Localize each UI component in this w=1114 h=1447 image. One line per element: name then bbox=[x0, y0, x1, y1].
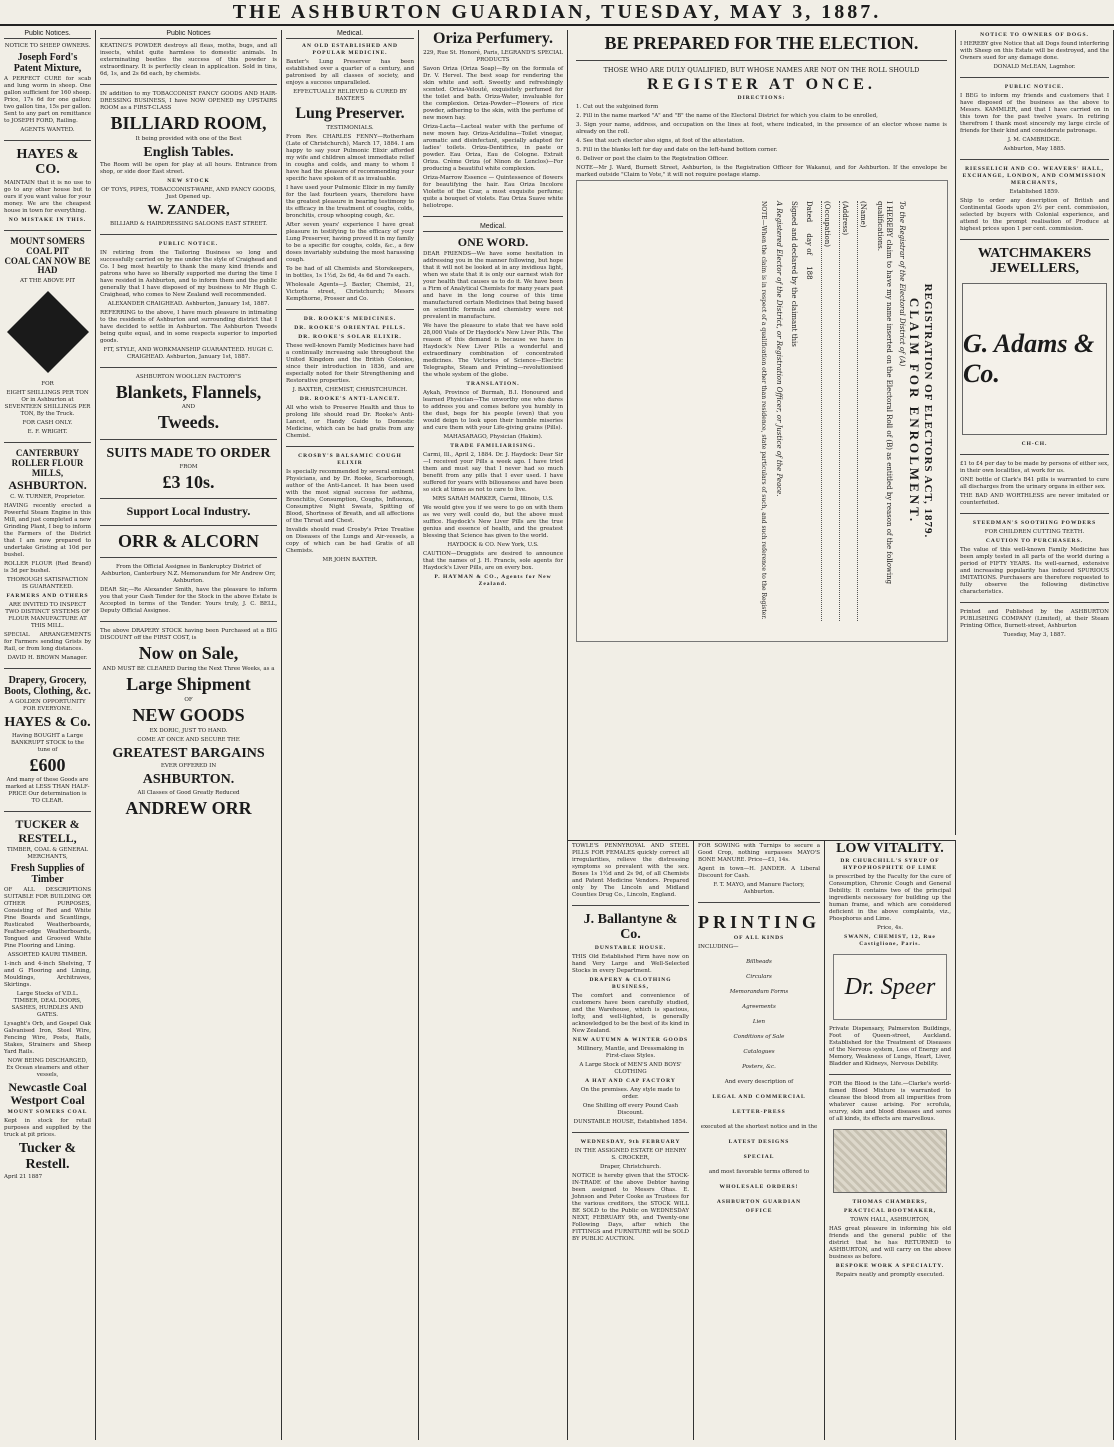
printing-item: Billheads bbox=[746, 958, 772, 965]
autumn: NEW AUTUMN & WINTER GOODS bbox=[572, 1036, 689, 1043]
depts: Millinery, Mantle, and Dressmaking in First-class Styles. bbox=[577, 1045, 684, 1059]
col3-sig: MR JOHN BAXTER. bbox=[322, 556, 378, 563]
mount2-body: Kept in stock for retail purposes and supplied by the truck at pit prices. bbox=[4, 1118, 91, 1139]
coal-price: EIGHT SHILLINGS PER TON Or in Ashburton at SEVENTEEN SHILLINGS PER TON, By the Truck. bbox=[4, 390, 91, 418]
new-stock: NEW STOCK bbox=[167, 178, 210, 185]
word-body: DEAR FRIENDS—We have some hesitation in addressing you in the manner following, but hope that it will not be looked at in any invidious light, when we state that it is only our earnest wish for your health that causes us to do it. We have been a Firm of Analytical Chemists for many years past and have in the long course of this time manufactured certain Medicines that being based on scientific formula and chemistry were not prevalent in manufacture. bbox=[423, 250, 563, 320]
bad-body: THE BAD AND WORTHLESS are never imitated or counterfeited. bbox=[960, 492, 1109, 506]
testimonials: TESTIMONIALS. bbox=[326, 124, 374, 131]
and-label: AND bbox=[181, 404, 196, 411]
turner-name: C. W. TURNER, Proprietor. bbox=[10, 494, 85, 501]
drapery: DRAPERY & CLOTHING BUSINESS, bbox=[589, 976, 672, 990]
of-label: OF bbox=[184, 696, 193, 703]
directions: DIRECTIONS: bbox=[737, 95, 786, 102]
column-medical-3 bbox=[825, 840, 956, 1440]
agent-body: Agent in town—H. JANDER. A Liberal Discount for Cash. bbox=[698, 866, 820, 879]
form-act: REGISTRATION OF ELECTORS ACT, 1879. bbox=[922, 283, 934, 539]
old-established: AN OLD ESTABLISHED AND POPULAR MEDICINE. bbox=[301, 43, 398, 56]
keating-body: KEATING'S POWDER destroys all fleas, moths, bugs, and all insects, whilst quite harmless to domestic animals. In exterminating beetles the success of this powder is extraordinary. It is perfectly clean in application. Sold in tins, 6d, 1s, and 2s 6d each, by chemists. bbox=[100, 43, 277, 77]
fresh-supplies: Fresh Supplies of Timber bbox=[10, 862, 85, 885]
haydock: HAYDOCK & CO. New York, U.S. bbox=[447, 541, 539, 548]
hat-factory: A HAT AND CAP FACTORY bbox=[585, 1077, 676, 1084]
turnips-body: FOR SOWING with Turnips to secure a Good Crop, nothing surpasses MAYO'S BONE MANURE. Price—£1, 14s. bbox=[698, 843, 820, 863]
form-name: (Name) bbox=[857, 201, 867, 621]
oriza-title: Oriza Perfumery. bbox=[433, 30, 553, 47]
agents: P. HAYMAN & CO., Agents for New Zealand. bbox=[434, 573, 552, 587]
andrew-orr: ANDREW ORR bbox=[125, 797, 252, 818]
rookes-medicines: DR. ROOKE'S MEDICINES. bbox=[303, 315, 397, 322]
register-title: REGISTER AT ONCE. bbox=[647, 75, 876, 93]
fords-title: Joseph Ford's Patent Mixture, bbox=[13, 52, 82, 74]
adams-logo-text: G. Adams & Co. bbox=[963, 328, 1095, 388]
children: FOR CHILDREN CUTTING TEETH. bbox=[984, 528, 1085, 535]
latest-designs: LATEST DESIGNS bbox=[728, 1138, 790, 1145]
jewellers: JEWELLERS, bbox=[989, 261, 1080, 277]
printing-item: Memorandum Forms bbox=[729, 988, 789, 995]
rookes-solar: DR. ROOKE'S SOLAR ELIXIR. bbox=[298, 333, 402, 340]
election-intro: THOSE WHO ARE DULY QUALIFIED, BUT WHOSE NAMES ARE NOT ON THE ROLL SHOULD bbox=[603, 65, 920, 74]
six-hundred: £600 bbox=[29, 754, 66, 775]
must-label: AND MUST BE CLEARED During the Next Three Weeks, as a bbox=[102, 666, 275, 673]
churchill-title: DR CHURCHILL'S SYRUP OF HYPOPHOSPHITE OF LIME bbox=[840, 858, 940, 872]
dogs-notice: NOTICE TO OWNERS OF DOGS. bbox=[980, 32, 1089, 38]
column-public-notices-2 bbox=[96, 30, 282, 1440]
roller-flour: ROLLER FLOUR (Red Brand) is 3d per bushel. bbox=[4, 561, 91, 575]
room-body: The Room will be open for play at all hours. Entrance from shop, or side door East street. bbox=[100, 162, 277, 176]
direction-step: 5. Fill in the blanks left for day and date on the left-hand bottom corner. bbox=[576, 147, 778, 154]
direction-step: 1. Cut out the subjoined form bbox=[576, 104, 659, 111]
bootmaker: PRACTICAL BOOTMAKER, bbox=[843, 1208, 937, 1215]
ball-body-2: The comfort and convenience of customers have been carefully studied, and the Warehouse, which is spacious, lofty, and well-lighted, is generally acknowledged to be the best of its kind in New Zealand. bbox=[572, 992, 689, 1034]
printing-title: PRINTING bbox=[698, 912, 821, 932]
efficacy: EFFECTUALLY RELIEVED & CURED BY BAXTER'S bbox=[293, 89, 407, 102]
new-goods: NEW GOODS bbox=[132, 704, 245, 725]
lung-preserver: Lung Preserver. bbox=[295, 105, 405, 122]
farmers: FARMERS AND OTHERS bbox=[6, 593, 89, 600]
tucker-title: TUCKER & RESTELL, bbox=[15, 817, 80, 845]
established: Established 1859. bbox=[1009, 189, 1060, 195]
crosby-body: Is specially recommended by several eminent Physicians, and by Dr. Rooke, Scarborough, author of the Anti-Lancet. It has been used with the most signal success for asthma, Bronchitis, Consumption, Coughs, Influenza, Consumptive Night Sweats, Spitting of Blood, Shortness of Breath, and all affections of the Throat and Chest. bbox=[286, 468, 414, 524]
public-notice: PUBLIC NOTICE. bbox=[1004, 84, 1065, 90]
column-medical-1 bbox=[282, 30, 419, 1440]
discount: One Shilling off every Pound Cash Discount. bbox=[582, 1102, 679, 1116]
kauri-body: 1-inch and 4-inch Shelving, T and G Flooring and Lining, Mouldings, Architraves, Skirtings. bbox=[4, 960, 91, 988]
timber-merchants: TIMBER, COAL & GENERAL MERCHANTS, bbox=[7, 846, 88, 860]
rookes-oriental: DR. ROOKE'S ORIENTAL PILLS. bbox=[294, 324, 406, 331]
canterbury-title: CANTERBURY ROLLER FLOUR MILLS, bbox=[11, 448, 84, 479]
ex-doric: EX DORIC, JUST TO HAND. bbox=[149, 727, 228, 734]
brown-sig: DAVID H. BROWN Manager. bbox=[7, 655, 88, 662]
bespoke: BESPOKE WORK A SPECIALTY. bbox=[835, 1263, 945, 1270]
tweeds-title: Tweeds. bbox=[157, 412, 220, 433]
dogs-body: I HEREBY give Notice that all Dogs found interfering with Sheep on this Estate will be destroyed, and the Owners sued for any damage done. bbox=[960, 41, 1109, 61]
printing-item: Circulars bbox=[746, 973, 772, 980]
blood-body: FOR the Blood is the Life.—Clarke's world-famed Blood Mixture is warranted to cleanse the blood from all impurities from whatever cause arising. For scrofula, scurvy, skin and blood diseases and sores of all kinds, its effects are marvellous. bbox=[829, 1081, 951, 1123]
wednesday: WEDNESDAY, 9th FEBRUARY bbox=[580, 1138, 681, 1145]
office: OFFICE bbox=[745, 1207, 773, 1214]
form-dated: Dated bbox=[805, 201, 813, 223]
form-address: (Address) bbox=[839, 201, 849, 621]
trans-body: Aykah, Province of Burmah, B.I. Honoured and learned Physician—The unworthy one who dares to address you and comes before you humbly in the dust, begs for his people (even) that you would deign to look upon their humble miseries and cure them with your Life-giving grains (Pills). bbox=[423, 389, 563, 431]
cambridge-body: I BEG to inform my friends and customers that I have disposed of the business as the above to Messrs. KAMMLER, and that I have carried on in this town for the past twelve years. In retiring therefrom I thank most sincerely my large circle of friends for their kind and considerate patronage. bbox=[960, 93, 1109, 134]
direction-step: 4. See that such elector also signs, at foot of the attestation. bbox=[576, 138, 745, 145]
ever-label: EVER OFFERED IN bbox=[160, 763, 217, 770]
trans-sig: MAHASARAGO, Physician (Hakim). bbox=[443, 433, 543, 440]
satisfaction: THOROUGH SATISFACTION IS GUARANTEED. bbox=[7, 577, 88, 591]
cash-only: FOR CASH ONLY. bbox=[22, 420, 73, 427]
claim-form-rotated bbox=[592, 201, 932, 621]
black-diamond-icon bbox=[6, 291, 88, 373]
chambers-title: THOMAS CHAMBERS, bbox=[852, 1199, 928, 1206]
cambridge-date: Ashburton, May 1885. bbox=[1003, 146, 1066, 152]
trade: TRADE FAMILIARISING. bbox=[450, 442, 536, 449]
blankets-title: Blankets, Flannels, bbox=[115, 381, 262, 402]
wright-sig: E. F. WRIGHT. bbox=[27, 429, 68, 436]
drapery-stock: The above DRAPERY STOCK having been Purchased at a BIG DISCOUNT off the FIRST COST, is bbox=[100, 628, 277, 642]
newcastle-coal: Newcastle Coal bbox=[8, 1079, 87, 1094]
section-head: Public Notices. bbox=[4, 30, 91, 39]
towle-body: TOWLE'S PENNYROYAL AND STEEL PILLS FOR FEMALES quickly correct all irregularities, relieve the distressing symptoms so prevalent with the sex. Boxes 1s 1½d and 2s 9d, of all Chemists and Patent Medicine Vendors. Prepared only by The Lincoln and Midland Counties Drug Co., Lincoln, England. bbox=[572, 843, 689, 898]
trade-body: Carmi, Ill., April 2, 1884. Dr. J. Haydock: Dear Sir—I received your Pills a week ago. I have tried them and must say that I never had so much benefit from any pills that I ever used. I have suffered for years with biliousness and have been so sick at times as not to care to live. bbox=[423, 451, 563, 493]
wholesale-body: Wholesale Agents—J. Baxter, Chemist, 21, Victoria street, Christchurch; Messrs Kempthorne, Prosser and Co. bbox=[286, 281, 414, 302]
hayes-title: HAYES & CO. bbox=[16, 147, 79, 178]
crosby-title: CROSBY'S BALSAMIC COUGH ELIXIR bbox=[298, 452, 402, 466]
mclean-sig: DONALD McLEAN, Lagmhor. bbox=[993, 64, 1076, 70]
executed: executed at the shortest notice and in the bbox=[700, 1123, 818, 1130]
election-title: BE PREPARED FOR THE ELECTION. bbox=[604, 33, 919, 53]
iron: Lysaght's Orb, and Gospel Oak Galvanised Iron, Steel Wire, Fencing Wire, Posts, Rails, Stakes, Strainers and Sheep Yard Rails. bbox=[4, 1020, 91, 1055]
ballantyne-title: J. Ballantyne & Co. bbox=[583, 912, 678, 943]
including: INCLUDING— bbox=[698, 943, 739, 950]
form-signed: Signed and declared by the claimant this bbox=[790, 201, 798, 347]
for-label: FOR bbox=[41, 381, 54, 388]
terms: and most favorable terms offered to bbox=[708, 1168, 810, 1175]
column-ballantyne bbox=[568, 840, 694, 1440]
low-vitality: LOW VITALITY. bbox=[836, 841, 944, 856]
caution: CAUTION—Druggists are desired to announce that the names of J. H. Francis, sole agents for Haydock's Liver Pills, are on every box. bbox=[423, 550, 563, 571]
less-than: And many of these Goods are marked at LESS THAN HALF-PRICE Our determination is TO CLEAR. bbox=[5, 777, 90, 805]
wholesale-body: We would give you if we were to go on with them as we very well could do, but the above must suffice. Haydock's New Liver Pills are the true genius and essence of health, and the greatest blessing that Science has given to the world. bbox=[423, 504, 563, 539]
oriza-body-3: Oriza-Marrow Essence — Quintessence of flowers for beautifying the hair. Eau Oriza Incolore Violette of the Czar, a most exquisite perfume; quite a bouquet of violets. Eau Oriza Suave white heliotrope. bbox=[423, 174, 563, 209]
stock-body: OF TOYS, PIPES, TOBACCONIST-WARE, AND FANCY GOODS, Just Opened up. bbox=[101, 187, 276, 201]
dr-speer-logo bbox=[833, 954, 947, 1020]
special: SPECIAL ARRANGEMENTS for Farmers sending Grists by Rail, or from long distances. bbox=[4, 632, 91, 653]
orr-alcorn: ORR & ALCORN bbox=[117, 530, 259, 551]
kauri: ASSORTED KAURI TIMBER. bbox=[7, 951, 88, 958]
of-all-kinds: OF ALL KINDS bbox=[733, 934, 785, 941]
direction-step: 6. Deliver or post the claim to the Registration Officer. bbox=[576, 156, 729, 163]
form-dated-row bbox=[804, 201, 813, 621]
chambers-body: HAS great pleasure in informing his old friends and the general public of the district that he has RETURNED to ASHBURTON, and will carry on the above business as before. bbox=[829, 1226, 951, 1261]
trade-sig: MRS SARAH MARKER, Carmi, Illinois, U.S. bbox=[432, 495, 554, 502]
no-mistake: NO MISTAKE IN THIS. bbox=[8, 216, 87, 223]
form-day: day of bbox=[805, 233, 813, 256]
support-local: Support Local Industry. bbox=[126, 504, 251, 519]
steedman-title: STEEDMAN'S SOOTHING POWDERS bbox=[972, 519, 1097, 526]
every-description: And every description of bbox=[724, 1078, 794, 1085]
issue-date: Tuesday, May 3, 1887. bbox=[1003, 631, 1066, 638]
greatest-bargains: GREATEST BARGAINS bbox=[112, 745, 265, 761]
section-head: Medical. bbox=[286, 30, 414, 39]
column-medical-2 bbox=[419, 30, 568, 1440]
printing-item: Agreements bbox=[742, 1003, 776, 1010]
masthead-title: THE ASHBURTON GUARDIAN, TUESDAY, MAY 3, 1887. bbox=[232, 1, 882, 23]
billiard-title: BILLIARD ROOM, bbox=[110, 113, 267, 133]
coal-sub: AT THE ABOVE PIT bbox=[19, 278, 76, 285]
public-notice: PUBLIC NOTICE. bbox=[158, 240, 219, 247]
craighead-sig: ALEXANDER CRAIGHEAD. Ashburton, January 1st, 1887. bbox=[107, 300, 270, 307]
classes-label: All Classes of Good Greatly Reduced bbox=[137, 789, 240, 796]
hayes-body: MAINTAIN that it is no use to go to any other house but to ours if you want value for your money. We are the cheapest house in town for everything. bbox=[4, 179, 91, 214]
drapery-title: Drapery, Grocery, Boots, Clothing, &c. bbox=[4, 675, 91, 698]
churchill-body: is prescribed by the Faculty for the cure of Consumption, Chronic Cough and General Debility. It contains two of the principal ingredients necessary for building up the human frame, and which are considered deficient in the above complaints, viz., Phosphorus and Lime. bbox=[829, 874, 951, 923]
price: Price, 4s. bbox=[877, 925, 903, 932]
one-word: ONE WORD. bbox=[457, 234, 529, 249]
one-bad-body: ONE bottle of Clark's B41 pills is warranted to cure all discharges from the urinary organs in either sex. bbox=[960, 476, 1109, 490]
watchmakers: WATCHMAKERS bbox=[977, 246, 1092, 261]
ashburton-label: ASHBURTON. bbox=[142, 772, 235, 788]
election-notice bbox=[568, 30, 956, 835]
section-head: Public Notices bbox=[100, 30, 277, 39]
word-body-2: We have the pleasure to state that we have sold 28,000 Vials of Dr Haydock's New Liver Pills. The reason of this demand is because we have in Haydock's New Liver Pills a wonderful and extraordinary combination of concentrated medicines. The Victories of Science—Electric Telegraphs, Steam and Printing—revolutionised the whole system of the globe. bbox=[423, 322, 563, 378]
form-year: 188 bbox=[805, 266, 813, 280]
english-tables: English Tables. bbox=[143, 144, 234, 160]
official-head: From the Official Assignee in Bankruptcy District of Ashburton, Canterbury N.Z. Memorandum for Mr Andrew Orr, Ashburton. bbox=[101, 564, 276, 585]
billiard-body: It being provided with one of the Best bbox=[135, 135, 242, 142]
solar-body: These well-known Family Medicines have had a continually increasing sale throughout the United Kingdom and the British Colonies, since their introduction in 1836, and are especially noted for their Strengthening and Restorative properties. bbox=[286, 342, 414, 384]
zander-sub: BILLIARD & HAIRDRESSING SALOONS EAST STREET. bbox=[110, 220, 267, 227]
form-to: To the Registrar of the Electoral District of (A) bbox=[898, 201, 906, 367]
notice-heading: NOTICE TO SHEEP OWNERS. bbox=[4, 43, 91, 49]
form-body: I HEREBY claim to have my name inserted on the Electoral Roll of (B) as entitled by reason of the following qualifications. bbox=[876, 201, 893, 585]
swann: SWANN, CHEMIST, 12, Rue Castiglione, Paris. bbox=[844, 934, 936, 948]
town-hall: TOWN HALL, ASHBURTON, bbox=[850, 1217, 930, 1224]
westport-coal: Westport Coal bbox=[10, 1092, 85, 1107]
fords-body: A PERFECT CURE for scab and lung worm in sheep. One gallon sufficient for 160 sheep. Price, 17s 6d for one gallon; two gallon tins, 15s per gallon. Sent to any part on remittance to JOSEPH FORD, Railing. bbox=[4, 76, 91, 124]
hayes2-body: Having BOUGHT a Large BANKRUPT STOCK to the tune of bbox=[10, 732, 85, 753]
fit-sig: FIT, STYLE, AND WORKMANSHIP GUARANTEED. HUGH C. CRAIGHEAD. Ashburton, January 1st, 1887. bbox=[103, 346, 274, 360]
mayo-sig: F. T. MAYO, and Manure Factory, Ashburton. bbox=[713, 882, 805, 895]
sold-body: To be had of all Chemists and Storekeepers, in bottles, 1s 1½d, 2s 6d, 4s 6d and 7s each. bbox=[286, 265, 414, 279]
column-notices-right bbox=[956, 30, 1114, 1440]
come-label: COME AT ONCE AND SECURE THE bbox=[137, 736, 240, 743]
direction-step: NOTE—Mr J. Ward, Burnett Street, Ashburton, is the Registration Officer for Wakanui, and for Ashburton. If the envelope be marked outside "Claim to Vote," it will not require postage stamp. bbox=[576, 165, 947, 179]
translation: TRANSLATION. bbox=[466, 380, 520, 387]
suits-title: SUITS MADE TO ORDER bbox=[106, 446, 271, 462]
official-body: DEAR Sir,—Re Alexander Smith, have the pleasure to inform you that your Cash Tender for the Stock in the above Estate is Accepted in terms of the Tender. Yours truly, J. C. BELL, Deputy Official Assignee. bbox=[100, 587, 277, 615]
fresh-body: OF ALL DESCRIPTIONS SUITABLE FOR BUILDING OR OTHER PURPOSES, Consisting of Red and White Pine Boards and Scantlings, Rusticated Weatherboards, Feather-edge Weatherboards, Tongued and Grooved White Pine Flooring and Lining. bbox=[4, 886, 91, 949]
direction-step: 2. Fill in the name marked "A" and "B" the name of the Electoral District for which you claim to be enrolled, bbox=[576, 113, 878, 120]
dunstable: DUNSTABLE HOUSE. bbox=[594, 944, 667, 951]
referring-body: REFERRING to the above, I have much pleasure in intimating to the residents of Ashburton and surrounding district that I have decided to settle in Ashburton. The Ashburton Tweeds being quite equal, and in some respects superior to imported goods. bbox=[100, 309, 277, 344]
tucker2-title: Tucker & Restell. bbox=[18, 1141, 77, 1172]
agents-wanted: AGENTS WANTED. bbox=[20, 127, 75, 133]
turner-body: HAVING recently erected a Powerful Steam Engine in this Mill, and just completed a new Grinding Plant, I beg to inform the Farmers of the District that I am now prepared to undertake Gristing at 10d per bushel. bbox=[4, 503, 91, 559]
riessel-body: Ship to order any description of British and Continental Goods upon 2½ per cent. commission, selected by buyers with Colonial experience, and attend to the prompt realisation of Produce at highest prices upon 1 per cent. commission. bbox=[960, 198, 1109, 232]
week-body: £1 to £4 per day to be made by persons of either sex, in their own localities, at work for us. bbox=[960, 460, 1109, 474]
dunstable-est: DUNSTABLE HOUSE, Established 1854. bbox=[573, 1118, 688, 1125]
golden: A GOLDEN OPPORTUNITY FOR EVERYONE. bbox=[9, 699, 86, 713]
guardian-office: ASHBURTON GUARDIAN bbox=[716, 1198, 802, 1205]
mount2-title: MOUNT SOMERS COAL bbox=[7, 1109, 88, 1116]
form-claim: CLAIM FOR ENROLMENT. bbox=[907, 297, 922, 525]
testimonial-3: After seven years' experience I have great pleasure in testifying to the efficacy of your Lung Preserver, having proved it in my family to be a specific for coughs, colds, &c., a few doses invariably subduing the most harassing cough. bbox=[286, 221, 414, 263]
direction-step: 3. Sign your name, address, and occupation on the lines at foot, where indicated, in the presence of an elector whose name is already on the roll. bbox=[576, 122, 947, 136]
testimonial-1: From Rev. CHARLES FENNY—Rotherham (Late of Christchurch), March 17, 1884. I am happy to say your Pulmonic Elixir afforded my wife and children almost immediate relief in coughs and colds, and many to whom I have had the pleasure of recommending your specific have spoken of it as invaluable. bbox=[286, 133, 414, 182]
form-note: NOTE—When the claim is in respect of a qualification other than residence, state particulars of such, and such reference to the Register. bbox=[760, 201, 767, 620]
oriza-body-2: Oriza-Lacta—Lacteal water with the perfume of new mown hay. Oriza-Acidulina—Toilet vinegar, aromatic and disinfectant, specially adapted for ladies' toilets. Oriza-Dentifrice, in paste or powder. Eau Oriza, Eau de Cologne. Extrait Oriza. Crème Oriza (of Ninon de Lenclos)—For producing a beautiful white complexion. bbox=[423, 123, 563, 172]
ten-pounds: £3 10s. bbox=[162, 471, 215, 492]
oriza-body: Savon Oriza (Oriza Soap)—By on the formula of Dr. V. Hervel. The best soap for rendering the skin white and soft. Sweetly and refreshingly scented. Oriza-Velouté, exquisitely perfumed for the toilet and bath. Oriza-Water, invaluable for the complexion. Oriza-Powder—Flowers of rice powder, adhering to the skin, with the perfume of new mown hay. bbox=[423, 65, 563, 121]
anti-body: All who wish to Preserve Health and thus to prolong life should read Dr. Rooke's Anti-Lancet, or Handy Guide to Domestic Medicine, which can be had gratis from any Chemist. bbox=[286, 404, 414, 439]
direction-steps bbox=[576, 104, 947, 179]
baxter-sig: J. BAXTER, CHEMIST, CHRISTCHURCH. bbox=[292, 386, 408, 393]
invited: ARE INVITED TO INSPECT TWO DISTINCT SYSTEMS OF FLOUR MANUFACTURE AT THIS MILL. bbox=[5, 602, 90, 630]
mens: A Large Stock of MEN'S AND BOYS' CLOTHING bbox=[579, 1061, 682, 1075]
wholesale-orders: WHOLESALE ORDERS! bbox=[719, 1183, 799, 1190]
form-occupation: (Occupation) bbox=[821, 201, 831, 621]
section-head: Medical. bbox=[423, 223, 563, 232]
now-on-sale: Now on Sale, bbox=[138, 643, 239, 664]
discharging: NOW BEING DISCHARGED, Ex Ocean steamers and other vessels, bbox=[6, 1057, 89, 1078]
claim-form bbox=[576, 180, 948, 642]
baxter-body: Baxter's Lung Preserver has been established over a quarter of a century, and patronised by all classes of society, and enjoys a success unparalleled. bbox=[286, 59, 414, 86]
printing-item: Posters, &c. bbox=[742, 1063, 776, 1070]
testimonial-2: I have used your Pulmonic Elixir in my family for the last fourteen years, therefore have the greatest pleasure in bearing testimony to its efficacy in the treatment of coughs, colds, bronchitis, croup whooping cough, &c. bbox=[286, 184, 414, 219]
column-public-notices-1 bbox=[0, 30, 96, 1440]
special: SPECIAL bbox=[743, 1153, 775, 1160]
repairs: Repairs neatly and promptly executed. bbox=[835, 1272, 945, 1279]
tobacco-body: IN addition to my TOBACCONIST FANCY GOODS AND HAIR-DRESSING BUSINESS, I have NOW OPENED my UPSTAIRS ROOM as a FIRST-CLASS bbox=[100, 91, 277, 111]
oriza-sub: 229, Rue St. Honoré, Paris, LEGRAND'S SPECIAL PRODUCTS bbox=[423, 49, 563, 63]
draper: Draper, Christchurch. bbox=[600, 1163, 661, 1170]
chch: CH-CH. bbox=[1021, 440, 1048, 447]
deals: Large Stocks of V.D.L. TIMBER, DEAL DOORS, SASHES, HURDLES AND GATES. bbox=[11, 990, 84, 1018]
speer-body: Private Dispensary, Palmerston Buildings, Foot of Queen-street, Auckland. Established for the Treatment of Diseases of the Nervous system, Loss of Energy and Memory, Weakness of Lungs, Heart, Liver, Bladder and Kidneys, Nervous Debility. bbox=[829, 1026, 951, 1068]
craighead-body: IN retiring from the Tailoring Business so long and successfully carried on by me under the style of Craighead and Co. I beg most heartily to thank the many kind friends and patrons who have so liberally supported me during the time I have resided in Ashburton, and to inform them and the public generally that I have disposed of my business to Mr Hugh C. Craighead, who comes to New Zealand well recommended. bbox=[100, 249, 277, 298]
printing-item: Conditions of Sale bbox=[733, 1033, 785, 1040]
cambridge-sig: J. M. CAMBRIDGE. bbox=[1007, 137, 1062, 143]
riessel-title: RIESSELICH AND CO. WEAVERS' HALL, EXCHANGE, LONDON, AND COMMISSION MERCHANTS, bbox=[962, 166, 1107, 186]
printed-by: Printed and Published by the ASHBURTON PUBLISHING COMPANY (Limited), at their Steam Printing Office, Burnett-street, Ashburton bbox=[960, 608, 1109, 629]
rookes-anti: DR. ROOKE'S ANTI-LANCET. bbox=[299, 395, 401, 402]
boot-illustration-icon bbox=[833, 1129, 947, 1193]
estate-notice: NOTICE is hereby given that the STOCK-IN-TRADE of the above Debtor having been assigned to Messrs Ohas. E. Johnson and Peter Cooke as Trustees for the various creditors, the STOCK WILL BE SOLD to the Public on WEDNESDAY NEXT, FEBRUARY 9th, and Twenty-one Following Days, after which the FITTINGS and FURNITURE will be SOLD BY PUBLIC AUCTION. bbox=[572, 1172, 689, 1242]
estate: IN THE ASSIGNED ESTATE OF HENRY S. CROCKER, bbox=[574, 1147, 687, 1161]
speer-text: Dr. Speer bbox=[844, 973, 936, 1000]
hayes2-title: HAYES & Co. bbox=[4, 715, 91, 731]
legal-commercial: LEGAL AND COMMERCIAL bbox=[712, 1093, 806, 1100]
form-witness: A Registered Elector of the District, or Registration Officer, or Justice of the Peace. bbox=[775, 201, 783, 497]
printing-item: Lien bbox=[752, 1018, 766, 1025]
col1-date: April 21 1887 bbox=[4, 1173, 43, 1180]
ashburton-title: ASHBURTON. bbox=[8, 478, 87, 493]
mount-somers-title: MOUNT SOMERS COAL PIT bbox=[10, 235, 85, 256]
coal-line: COAL CAN NOW BE HAD bbox=[4, 255, 91, 276]
hat-sub: On the premises. Any style made to order. bbox=[580, 1086, 681, 1100]
zander-title: W. ZANDER, bbox=[147, 203, 230, 219]
column-printing bbox=[694, 840, 825, 1440]
large-shipment: Large Shipment bbox=[126, 674, 251, 695]
printing-item: Catalogues bbox=[743, 1048, 775, 1055]
steedman-body: The value of this well-known Family Medicine has been amply tested in all parts of the world during a period of FIFTY YEARS. Its well-earned, extensive and increasing popularity has induced SPURIOUS IMITATIONS. Purchasers are therefore requested to fully observe the following distinctive characteristics. bbox=[960, 546, 1109, 595]
from-label: FROM bbox=[179, 463, 198, 470]
caution: CAUTION TO PURCHASERS. bbox=[985, 537, 1084, 544]
adams-logo bbox=[962, 283, 1107, 435]
letter-press: LETTER-PRESS bbox=[732, 1108, 786, 1115]
crosby-ask: Invalids should read Crosby's Prize Treatise on Diseases of the Lungs and Air-vessels, a copy of which can be had Gratis of all Chemists. bbox=[286, 526, 414, 554]
woollen-title: ASHBURTON WOOLLEN FACTORY'S bbox=[135, 373, 242, 380]
ball-body: THIS Old Established Firm have now on hand Very Large and Well-Selected Stocks in every Department. bbox=[572, 953, 689, 974]
masthead bbox=[0, 0, 1114, 26]
